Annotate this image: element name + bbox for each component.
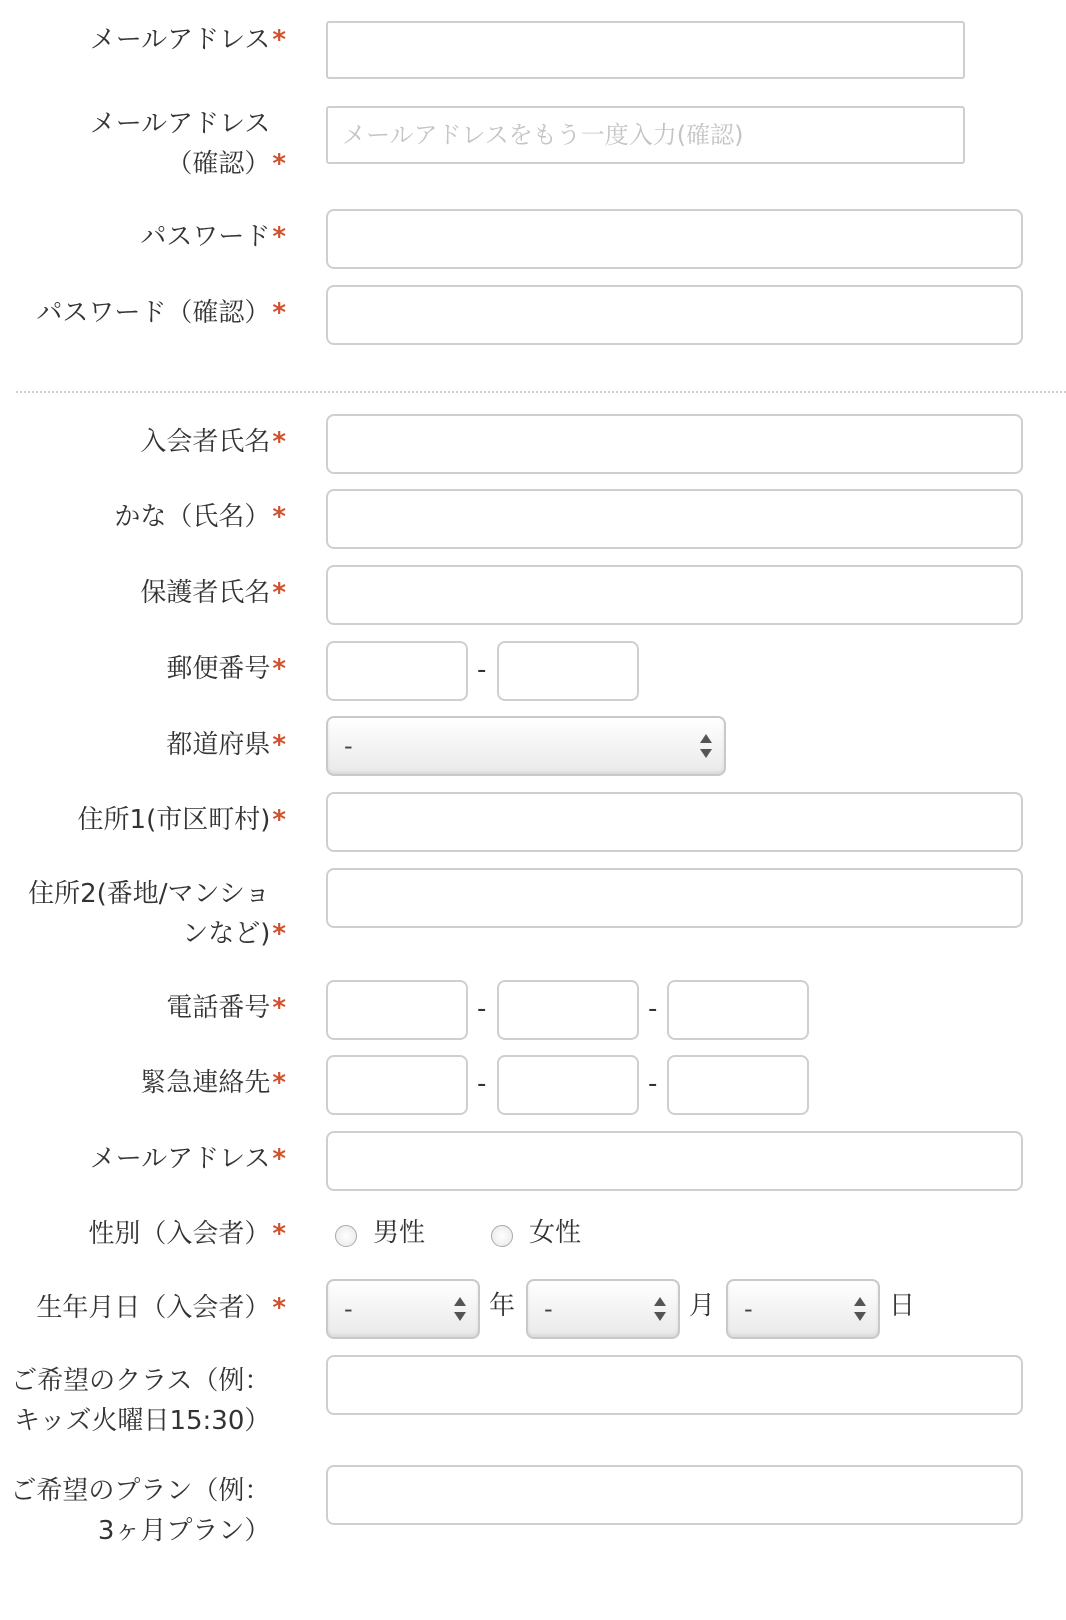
password-label: パスワード* (140, 222, 286, 252)
gender-male-label: 男性 (373, 1218, 426, 1248)
birth-month-value: - (544, 1295, 553, 1323)
phone-separator: - (477, 994, 487, 1024)
kana-label: かな（氏名）* (114, 502, 286, 532)
select-arrows-icon (454, 1297, 466, 1321)
email-confirm-input[interactable] (326, 106, 965, 164)
desired-class-label: ご希望のクラス（例： キッズ火曜日15:30） (11, 1366, 271, 1436)
gender-male-radio[interactable] (335, 1225, 357, 1247)
required-mark: * (272, 654, 286, 684)
select-arrows-icon (654, 1297, 666, 1321)
select-arrows-icon (700, 734, 712, 758)
postal-code-second-input[interactable] (497, 641, 639, 701)
required-mark: * (272, 805, 286, 835)
required-mark: * (272, 298, 286, 328)
section-divider (16, 391, 1066, 393)
address2-input[interactable] (326, 868, 1023, 928)
required-mark: * (272, 1068, 286, 1098)
select-arrows-icon (854, 1297, 866, 1321)
desired-class-input[interactable] (326, 1355, 1023, 1415)
day-unit: 日 (889, 1291, 916, 1321)
emergency-first-input[interactable] (326, 1055, 468, 1115)
kana-input[interactable] (326, 489, 1023, 549)
postal-code-label: 郵便番号* (166, 654, 286, 684)
password-confirm-label: パスワード（確認）* (36, 298, 286, 328)
phone-first-input[interactable] (326, 980, 468, 1040)
gender-label: 性別（入会者）* (88, 1219, 286, 1249)
required-mark: * (272, 993, 286, 1023)
birthdate-label: 生年月日（入会者）* (36, 1293, 286, 1323)
guardian-name-input[interactable] (326, 565, 1023, 625)
birth-day-select[interactable] (726, 1279, 880, 1339)
postal-code-first-input[interactable] (326, 641, 468, 701)
emergency-second-input[interactable] (497, 1055, 639, 1115)
postal-separator: - (477, 655, 487, 685)
required-mark: * (272, 1219, 286, 1249)
address1-label: 住所1(市区町村)* (77, 805, 286, 835)
required-mark: * (272, 730, 286, 760)
email-label: メールアドレス* (89, 25, 286, 55)
member-name-label: 入会者氏名* (140, 427, 286, 457)
phone-separator: - (648, 994, 658, 1024)
birth-day-value: - (744, 1295, 753, 1323)
prefecture-select[interactable] (326, 716, 726, 776)
year-unit: 年 (489, 1291, 516, 1321)
emergency-third-input[interactable] (667, 1055, 809, 1115)
email-confirm-label: メールアドレス （確認）* (89, 109, 286, 179)
guardian-name-label: 保護者氏名* (140, 578, 286, 608)
phone-label: 電話番号* (166, 993, 286, 1023)
address1-input[interactable] (326, 792, 1023, 852)
member-name-input[interactable] (326, 414, 1023, 474)
required-mark: * (272, 502, 286, 532)
required-mark: * (272, 149, 286, 179)
emergency-contact-label: 緊急連絡先* (140, 1068, 286, 1098)
password-confirm-input[interactable] (326, 285, 1023, 345)
address2-label: 住所2(番地/マンショ ンなど)* (28, 879, 286, 949)
month-unit: 月 (689, 1291, 716, 1321)
required-mark: * (272, 1144, 286, 1174)
desired-plan-label: ご希望のプラン（例： 3ヶ月プラン） (10, 1476, 271, 1546)
required-mark: * (272, 222, 286, 252)
prefecture-label: 都道府県* (166, 730, 286, 760)
member-email-label: メールアドレス* (89, 1144, 286, 1174)
required-mark: * (272, 427, 286, 457)
password-input[interactable] (326, 209, 1023, 269)
birth-year-select[interactable] (326, 1279, 480, 1339)
required-mark: * (272, 919, 286, 949)
required-mark: * (272, 25, 286, 55)
gender-female-radio[interactable] (491, 1225, 513, 1247)
required-mark: * (272, 578, 286, 608)
desired-plan-input[interactable] (326, 1465, 1023, 1525)
phone-third-input[interactable] (667, 980, 809, 1040)
email-input[interactable] (326, 21, 965, 79)
phone-second-input[interactable] (497, 980, 639, 1040)
birth-month-select[interactable] (526, 1279, 680, 1339)
required-mark: * (272, 1293, 286, 1323)
member-email-input[interactable] (326, 1131, 1023, 1191)
prefecture-select-value: - (344, 732, 353, 760)
gender-female-label: 女性 (529, 1218, 582, 1248)
emergency-separator: - (477, 1069, 487, 1099)
birth-year-value: - (344, 1295, 353, 1323)
emergency-separator: - (648, 1069, 658, 1099)
